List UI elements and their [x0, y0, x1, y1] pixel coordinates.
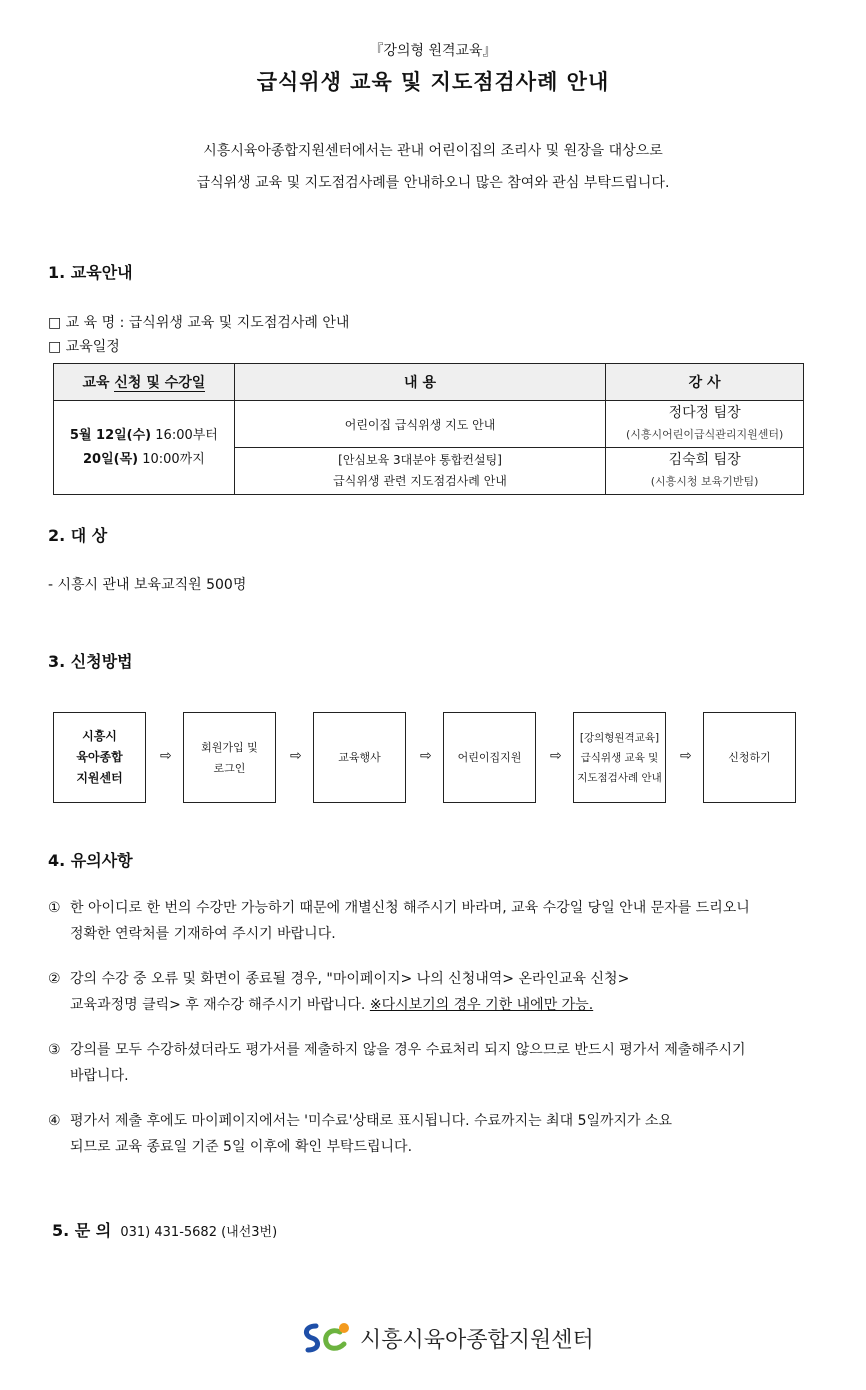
flow-step-text: 회원가입 및 — [201, 740, 258, 754]
note-text: 되므로 교육 종료일 기준 5일 이후에 확인 부탁드립니다. — [70, 1139, 413, 1155]
content-cell — [234, 401, 605, 448]
note-4 — [48, 1108, 828, 1160]
document-title: 급식위생 교육 및 지도점검사례 안내 — [256, 70, 610, 94]
lecturer-cell — [606, 448, 804, 495]
note-number: ③ — [48, 1042, 61, 1058]
note-warning: ※다시보기의 경우 기한 내에만 가능. — [369, 997, 594, 1013]
flow-step-text: 지도점검사례 안내 — [577, 771, 662, 784]
flow-step-text: 지원센터 — [76, 771, 123, 785]
lecturer-name: 김숙희 팀장 — [668, 452, 741, 468]
schedule-item: □ 교육일정 — [48, 339, 120, 355]
flow-step-text: 로그인 — [213, 761, 246, 775]
header-date-prefix: 교육 — [82, 375, 115, 391]
note-text: 바랍니다. — [70, 1068, 129, 1084]
flow-step-course — [573, 712, 666, 803]
header-content: 내 용 — [234, 364, 605, 401]
header-lecturer: 강 사 — [606, 364, 804, 401]
flow-arrow-icon: ⇨ — [550, 748, 562, 764]
note-text: 한 아이디로 한 번의 수강만 가능하기 때문에 개별신청 해주시기 바라며, 교육 수강일 당일 안내 문자를 드리오니 — [70, 900, 750, 916]
content-cell — [234, 448, 605, 495]
content-text: 어린이집 급식위생 지도 안내 — [344, 417, 496, 432]
document-subtitle: 『강의형 원격교육』 — [369, 43, 497, 59]
note-number: ① — [48, 900, 61, 916]
note-text: 정확한 연락처를 기재하여 주시기 바랍니다. — [70, 926, 336, 942]
lecturer-org: (시흥시청 보육기반팀) — [650, 475, 759, 488]
flow-step-text: 교육행사 — [338, 751, 381, 764]
note-text: 교육과정명 클릭> 후 재수강 해주시기 바랍니다. — [70, 997, 366, 1013]
intro-line-1: 시흥시육아종합지원센터에서는 관내 어린이집의 조리사 및 원장을 대상으로 — [203, 143, 663, 159]
note-text: 강의 수강 중 오류 및 화면이 종료될 경우, "마이페이지> 나의 신청내역> 온라인교육 신청> — [70, 971, 630, 987]
date-start-rest: 16:00부터 — [151, 427, 218, 443]
note-number: ④ — [48, 1113, 61, 1129]
flow-step-text: 신청하기 — [728, 751, 771, 764]
section-3-heading: 3. 신청방법 — [48, 652, 133, 671]
flow-step-center — [53, 712, 146, 803]
section-1-heading: 1. 교육안내 — [48, 263, 133, 282]
date-end-rest: 10:00까지 — [138, 451, 205, 467]
course-name-item: □ 교 육 명 : 급식위생 교육 및 지도점검사례 안내 — [48, 315, 350, 331]
content-text: 급식위생 관련 지도점검사례 안내 — [333, 474, 507, 488]
flow-arrow-icon: ⇨ — [680, 748, 692, 764]
flow-step-apply — [703, 712, 796, 803]
flow-step-login — [183, 712, 276, 803]
lecturer-name: 정다정 팀장 — [668, 405, 741, 421]
flow-step-text: 시흥시 — [82, 729, 117, 743]
footer-org-name: 시흥시육아종합지원센터 — [360, 1327, 594, 1353]
lecturer-org: (시흥시어린이급식관리지원센터) — [625, 428, 784, 441]
lecturer-cell — [606, 401, 804, 448]
date-end-bold: 20일(목) — [82, 451, 139, 467]
flow-step-text: [강의형원격교육] — [579, 731, 660, 744]
schedule-table — [53, 363, 804, 495]
intro-line-2: 급식위생 교육 및 지도점검사례를 안내하오니 많은 참여와 관심 부탁드립니다. — [196, 175, 670, 191]
flow-step-text: 육아종합 — [76, 750, 123, 764]
target-text: - 시흥시 관내 보육교직원 500명 — [48, 577, 247, 593]
note-text: 평가서 제출 후에도 마이페이지에서는 '미수료'상태로 표시됩니다. 수료까지는 최대 5일까지가 소요 — [70, 1113, 673, 1129]
note-text: 강의를 모두 수강하셨더라도 평가서를 제출하지 않을 경우 수료처리 되지 않으므로 반드시 평가서 제출해주시기 — [70, 1042, 746, 1058]
center-logo-icon — [300, 1320, 354, 1356]
content-text: [안심보육 3대분야 통합컨설팅] — [338, 453, 502, 467]
section-2-heading: 2. 대 상 — [48, 526, 108, 545]
note-1 — [48, 895, 828, 947]
table-row — [54, 401, 804, 448]
section-5-heading: 5. 문 의 — [52, 1221, 112, 1240]
contact-line — [52, 1218, 277, 1241]
flow-step-daycare-support — [443, 712, 536, 803]
flow-step-events — [313, 712, 406, 803]
header-date — [54, 364, 235, 401]
note-number: ② — [48, 971, 61, 987]
flow-step-text: 어린이집지원 — [457, 751, 522, 764]
date-start-bold: 5월 12일(수) — [69, 427, 152, 443]
contact-phone: 031) 431-5682 (내선3번) — [120, 1225, 278, 1240]
note-3 — [48, 1037, 828, 1089]
flow-arrow-icon: ⇨ — [420, 748, 432, 764]
flow-arrow-icon: ⇨ — [160, 748, 172, 764]
flow-arrow-icon: ⇨ — [290, 748, 302, 764]
date-cell — [54, 401, 235, 495]
flow-step-text: 급식위생 교육 및 — [580, 751, 659, 764]
section-4-heading: 4. 유의사항 — [48, 851, 133, 870]
header-date-underlined: 신청 및 수강일 — [114, 375, 206, 391]
note-2 — [48, 966, 828, 1018]
footer-logo — [300, 1320, 594, 1356]
